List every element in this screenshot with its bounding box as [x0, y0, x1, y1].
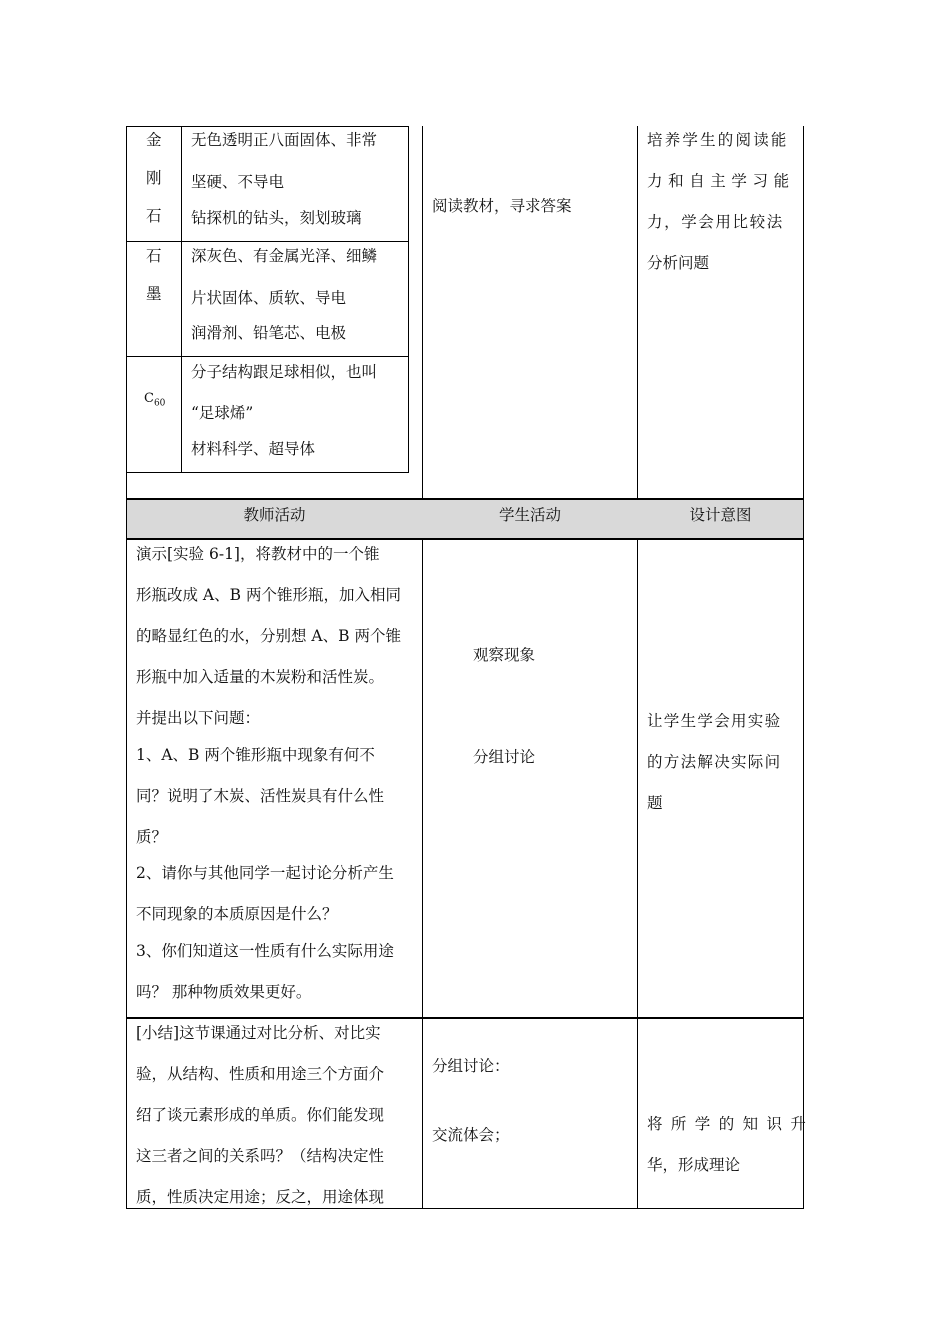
- material-name-c60-sub: 60: [153, 398, 166, 409]
- teacher-activity-line: 同？说明了木炭、活性炭具有什么性: [136, 787, 385, 805]
- material-desc: 钻探机的钻头，刻划玻璃: [191, 209, 362, 227]
- table-border-right: [803, 126, 804, 1209]
- teacher-activity-line: [小结]这节课通过对比分析、对比实: [136, 1024, 381, 1042]
- material-desc: 材料科学、超导体: [191, 440, 316, 458]
- inner-table-col-divider: [181, 126, 182, 473]
- column-divider-1: [422, 126, 423, 1209]
- design-intent-line: 题: [647, 794, 663, 812]
- header-bottom-border: [126, 538, 804, 540]
- header-design-intent: 设计意图: [689, 506, 752, 524]
- material-desc: 深灰色、有金属光泽、细鳞: [191, 247, 378, 265]
- teacher-activity-line: 绍了谈元素形成的单质。你们能发现: [136, 1106, 385, 1124]
- material-desc: 坚硬、不导电: [191, 173, 285, 191]
- design-intent-line: 让学生学会用实验: [647, 712, 782, 730]
- design-intent-line: 培养学生的阅读能: [647, 131, 789, 149]
- inner-table-top: [126, 126, 409, 127]
- teacher-activity-line: 1、A、B 两个锥形瓶中现象有何不: [136, 746, 375, 764]
- design-intent-line: 的方法解决实际问: [647, 753, 782, 771]
- student-activity-observe: 观察现象: [473, 646, 536, 664]
- table-border-left: [126, 126, 127, 1209]
- material-desc: 分子结构跟足球相似，也叫: [191, 363, 378, 381]
- student-activity-share: 交流体会；: [432, 1126, 510, 1144]
- teacher-activity-line: 2、请你与其他同学一起讨论分析产生: [136, 864, 394, 882]
- table-border-bottom: [126, 1208, 804, 1209]
- material-name-c60: [144, 389, 165, 414]
- teacher-activity-line: 验，从结构、性质和用途三个方面介: [136, 1065, 385, 1083]
- inner-table-row-1: [126, 241, 409, 242]
- teacher-activity-line: 不同现象的本质原因是什么？: [136, 905, 338, 923]
- header-top-border: [126, 498, 804, 500]
- inner-table-row-2: [126, 356, 409, 357]
- design-intent-line: 力，学会用比较法: [647, 213, 784, 231]
- inner-table-bottom: [126, 472, 409, 473]
- teacher-activity-line: 形瓶改成 A、B 两个锥形瓶，加入相同: [136, 586, 401, 604]
- teacher-activity-line: 这三者之间的关系吗？（结构决定性: [136, 1147, 385, 1165]
- student-activity-reading: 阅读教材，寻求答案: [432, 197, 572, 215]
- inner-table-right: [408, 126, 409, 473]
- teacher-activity-line: 的略显红色的水，分别想 A、B 两个锥: [136, 627, 401, 645]
- material-name-graphite-1: 石: [146, 247, 162, 265]
- teacher-activity-line: 吗？ 那种物质效果更好。: [136, 983, 312, 1001]
- material-desc: “足球烯”: [191, 404, 254, 422]
- design-intent-line: 力和自主学习能: [647, 172, 795, 190]
- column-divider-2: [637, 126, 638, 1209]
- header-student-activity: 学生活动: [498, 506, 561, 524]
- teacher-activity-line: 3、你们知道这一性质有什么实际用途: [136, 942, 394, 960]
- material-name-graphite-2: 墨: [146, 285, 162, 303]
- design-intent-line: 将所学的知识升: [647, 1115, 815, 1133]
- material-name-diamond-2: 刚: [146, 169, 162, 187]
- teacher-activity-line: 质？: [136, 828, 168, 846]
- teacher-activity-line: 形瓶中加入适量的木炭粉和活性炭。: [136, 668, 385, 686]
- design-intent-line: 分析问题: [647, 254, 710, 272]
- teacher-activity-line: 并提出以下问题：: [136, 709, 261, 727]
- material-name-diamond-3: 石: [146, 207, 162, 225]
- student-activity-discuss: 分组讨论: [473, 748, 536, 766]
- material-name-c60-base: C: [144, 391, 154, 406]
- header-teacher-activity: 教师活动: [243, 506, 306, 524]
- teacher-activity-line: 质，性质决定用途；反之，用途体现: [136, 1188, 385, 1206]
- material-desc: 片状固体、质软、导电: [191, 289, 347, 307]
- material-desc: 润滑剂、铅笔芯、电极: [191, 324, 347, 342]
- design-intent-line: 华，形成理论: [647, 1156, 741, 1174]
- student-activity-group-discussion: 分组讨论：: [432, 1057, 510, 1075]
- material-name-diamond-1: 金: [146, 131, 162, 149]
- material-desc: 无色透明正八面固体、非常: [191, 131, 378, 149]
- row-divider-summary: [126, 1017, 804, 1019]
- teacher-activity-line: 演示[实验 6-1]，将教材中的一个锥: [136, 545, 380, 563]
